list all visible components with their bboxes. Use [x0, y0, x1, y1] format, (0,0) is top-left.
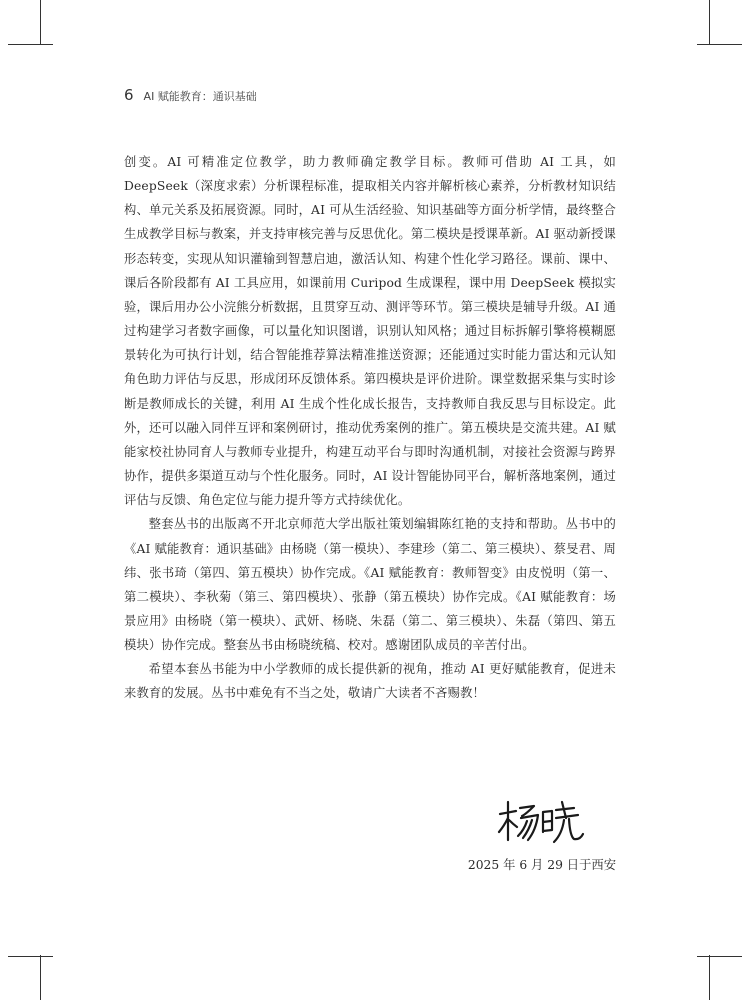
paragraph-closing: 希望本套丛书能为中小学教师的成长提供新的视角，推动 AI 更好赋能教育，促进未来教育的发展。丛书中难免有不当之处，敬请广大读者不吝赐教！ [124, 662, 616, 701]
running-header [124, 86, 257, 104]
crop-mark-bottom-right-horizontal [697, 956, 742, 957]
handwritten-signature [496, 796, 586, 848]
crop-mark-top-right-vertical [709, 0, 710, 45]
crop-mark-top-right-horizontal [697, 44, 742, 45]
signature-date: 2025 年 6 月 29 日于西安 [467, 858, 616, 872]
crop-mark-bottom-left-vertical [40, 955, 41, 1000]
crop-mark-top-left-vertical [40, 0, 41, 45]
running-title: AI 赋能教育：通识基础 [143, 90, 257, 103]
crop-mark-top-left-horizontal [8, 44, 53, 45]
body-text [124, 150, 616, 706]
crop-mark-bottom-right-vertical [709, 955, 710, 1000]
page-number: 6 [124, 86, 134, 104]
paragraph-modules: 创变。AI 可精准定位教学，助力教师确定教学目标。教师可借助 AI 工具，如 DeepSeek（深度求索）分析课程标准，提取相关内容并解析核心素养，分析教材知识结构、单元关系及拓展资源。同时，AI 可从生活经验、知识基础等方面分析学情，最终整合生成教学目标与教案，并支持审核完善与反思优化。第二模块是授课革新。AI 驱动新授课形态转变，实现从知识灌输到智慧启迪，激活认知、构建个性化学习路径。课前、课中、课后各阶段都有 AI 工具应用，如课前用 Curipod 生成课程，课中用 DeepSeek 模拟实验，课后用办公小浣熊分析数据，且贯穿互动、测评等环节。第三模块是辅导升级。AI 通过构建学习者数字画像，可以量化知识图谱，识别认知风格；通过目标拆解引擎将模糊愿景转化为可执行计划，结合智能推荐算法精准推送资源；还能通过实时能力雷达和元认知角色助力评估与反思，形成闭环反馈体系。第四模块是评价进阶。课堂数据采集与实时诊断是教师成长的关键，利用 AI 生成个性化成长报告，支持教师自我反思与目标设定。此外，还可以融入同伴互评和案例研讨，推动优秀案例的推广。第五模块是交流共建。AI 赋能家校社协同育人与教师专业提升，构建互动平台与即时沟通机制，对接社会资源与跨界协作，提供多渠道互动与个性化服务。同时，AI 设计智能协同平台，解析落地案例，通过评估与反馈、角色定位与能力提升等方式持续优化。 [124, 155, 616, 508]
paragraph-acknowledgements: 整套丛书的出版离不开北京师范大学出版社策划编辑陈红艳的支持和帮助。丛书中的《AI 赋能教育：通识基础》由杨晓（第一模块）、李建珍（第二、第三模块）、蔡旻君、周纬、张书琦（第四、第五模块）协作完成。《AI 赋能教育：教师智变》由皮悦明（第一、第二模块）、李秋菊（第三、第四模块）、张静（第五模块）协作完成。《AI 赋能教育：场景应用》由杨晓（第一模块）、武妍、杨晓、朱磊（第二、第三模块）、朱磊（第四、第五模块）协作完成。整套丛书由杨晓统稿、校对。感谢团队成员的辛苦付出。 [124, 517, 616, 653]
crop-mark-bottom-left-horizontal [8, 956, 53, 957]
